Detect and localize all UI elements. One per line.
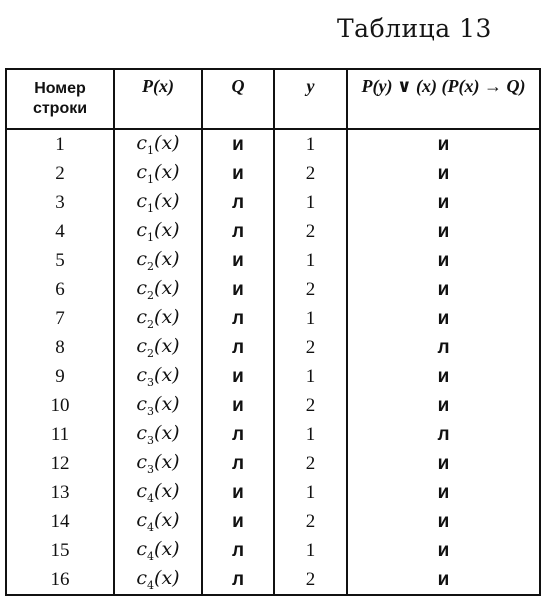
y-cell: 2: [274, 507, 347, 536]
px-argument: (x): [154, 422, 180, 445]
q-cell: л: [202, 449, 274, 478]
q-cell: и: [202, 507, 274, 536]
y-cell: 1: [274, 246, 347, 275]
header-y: y: [274, 69, 347, 129]
row-number-cell: 16: [6, 565, 114, 595]
header-px: P(x): [114, 69, 202, 129]
row-number-cell: 13: [6, 478, 114, 507]
y-cell: 2: [274, 159, 347, 188]
formula-value-cell: и: [347, 188, 540, 217]
px-index: 1: [147, 230, 155, 244]
px-argument: (x): [154, 219, 180, 242]
q-cell: и: [202, 391, 274, 420]
table-row: [6, 188, 540, 217]
row-number-cell: 10: [6, 391, 114, 420]
px-argument: (x): [154, 567, 180, 590]
px-cell: [114, 304, 202, 333]
px-index: 2: [147, 346, 155, 360]
px-function-name: c: [136, 567, 148, 590]
table-row: [6, 565, 540, 595]
header-row: [6, 69, 540, 129]
y-cell: 1: [274, 129, 347, 159]
px-function-name: c: [136, 248, 148, 271]
px-function-name: c: [136, 161, 148, 184]
row-number-cell: 4: [6, 217, 114, 246]
px-argument: (x): [154, 480, 180, 503]
px-argument: (x): [154, 248, 180, 271]
px-function-name: c: [136, 509, 148, 532]
y-cell: 1: [274, 420, 347, 449]
px-cell: [114, 536, 202, 565]
px-function-name: c: [136, 277, 148, 300]
formula-value-cell: и: [347, 275, 540, 304]
px-cell: [114, 217, 202, 246]
q-cell: и: [202, 275, 274, 304]
px-argument: (x): [154, 306, 180, 329]
formula-value-cell: л: [347, 333, 540, 362]
q-cell: и: [202, 478, 274, 507]
row-number-cell: 7: [6, 304, 114, 333]
table-caption: Таблица 13: [337, 14, 492, 43]
row-number-cell: 14: [6, 507, 114, 536]
px-function-name: c: [136, 393, 148, 416]
truth-table: [5, 68, 541, 596]
px-index: 3: [147, 462, 155, 476]
px-cell: [114, 420, 202, 449]
table-row: [6, 420, 540, 449]
px-function-name: c: [136, 219, 148, 242]
formula-value-cell: и: [347, 565, 540, 595]
table-row: [6, 246, 540, 275]
y-cell: 1: [274, 304, 347, 333]
px-cell: [114, 246, 202, 275]
y-cell: 2: [274, 275, 347, 304]
px-function-name: c: [136, 480, 148, 503]
px-cell: [114, 129, 202, 159]
table-row: [6, 217, 540, 246]
table-row: [6, 507, 540, 536]
y-cell: 2: [274, 217, 347, 246]
px-argument: (x): [154, 277, 180, 300]
px-argument: (x): [154, 451, 180, 474]
px-index: 1: [147, 201, 155, 215]
px-index: 4: [147, 549, 155, 563]
px-argument: (x): [154, 364, 180, 387]
y-cell: 2: [274, 391, 347, 420]
px-index: 4: [147, 491, 155, 505]
px-cell: [114, 188, 202, 217]
table-row: [6, 478, 540, 507]
formula-value-cell: и: [347, 304, 540, 333]
q-cell: л: [202, 565, 274, 595]
row-number-cell: 5: [6, 246, 114, 275]
table-row: [6, 275, 540, 304]
formula-value-cell: л: [347, 420, 540, 449]
row-number-cell: 15: [6, 536, 114, 565]
px-index: 1: [147, 143, 155, 157]
table-body: [6, 129, 540, 595]
px-cell: [114, 565, 202, 595]
y-cell: 1: [274, 478, 347, 507]
q-cell: л: [202, 188, 274, 217]
px-index: 1: [147, 172, 155, 186]
table-row: [6, 333, 540, 362]
formula-value-cell: и: [347, 362, 540, 391]
y-cell: 1: [274, 362, 347, 391]
px-index: 4: [147, 520, 155, 534]
y-cell: 2: [274, 565, 347, 595]
px-index: 3: [147, 404, 155, 418]
q-cell: и: [202, 129, 274, 159]
formula-value-cell: и: [347, 536, 540, 565]
px-function-name: c: [136, 451, 148, 474]
px-index: 2: [147, 288, 155, 302]
row-number-cell: 8: [6, 333, 114, 362]
formula-value-cell: и: [347, 478, 540, 507]
px-index: 2: [147, 259, 155, 273]
px-argument: (x): [154, 538, 180, 561]
px-cell: [114, 507, 202, 536]
formula-value-cell: и: [347, 129, 540, 159]
px-cell: [114, 275, 202, 304]
table-row: [6, 391, 540, 420]
q-cell: и: [202, 246, 274, 275]
formula-value-cell: и: [347, 217, 540, 246]
px-index: 3: [147, 433, 155, 447]
table-row: [6, 304, 540, 333]
q-cell: л: [202, 420, 274, 449]
px-argument: (x): [154, 393, 180, 416]
px-index: 3: [147, 375, 155, 389]
px-function-name: c: [136, 306, 148, 329]
y-cell: 2: [274, 449, 347, 478]
px-cell: [114, 159, 202, 188]
table-row: [6, 129, 540, 159]
header-row-number: Номер строки: [6, 69, 114, 129]
px-function-name: c: [136, 364, 148, 387]
q-cell: л: [202, 304, 274, 333]
px-cell: [114, 333, 202, 362]
table-row: [6, 159, 540, 188]
formula-value-cell: и: [347, 246, 540, 275]
formula-value-cell: и: [347, 391, 540, 420]
q-cell: л: [202, 536, 274, 565]
table-row: [6, 362, 540, 391]
px-index: 4: [147, 578, 155, 592]
header-q: Q: [202, 69, 274, 129]
table-row: [6, 449, 540, 478]
px-index: 2: [147, 317, 155, 331]
y-cell: 1: [274, 536, 347, 565]
px-function-name: c: [136, 132, 148, 155]
row-number-cell: 3: [6, 188, 114, 217]
q-cell: л: [202, 217, 274, 246]
px-argument: (x): [154, 132, 180, 155]
y-cell: 1: [274, 188, 347, 217]
q-cell: л: [202, 333, 274, 362]
px-function-name: c: [136, 190, 148, 213]
q-cell: и: [202, 362, 274, 391]
px-argument: (x): [154, 509, 180, 532]
row-number-cell: 2: [6, 159, 114, 188]
px-cell: [114, 391, 202, 420]
px-function-name: c: [136, 538, 148, 561]
px-argument: (x): [154, 161, 180, 184]
px-argument: (x): [154, 190, 180, 213]
row-number-cell: 11: [6, 420, 114, 449]
header-formula: P(y) ∨ (x) (P(x) → Q): [347, 69, 540, 129]
px-cell: [114, 449, 202, 478]
table-row: [6, 536, 540, 565]
px-function-name: c: [136, 335, 148, 358]
row-number-cell: 6: [6, 275, 114, 304]
px-argument: (x): [154, 335, 180, 358]
y-cell: 2: [274, 333, 347, 362]
formula-value-cell: и: [347, 507, 540, 536]
q-cell: и: [202, 159, 274, 188]
px-function-name: c: [136, 422, 148, 445]
px-cell: [114, 478, 202, 507]
row-number-cell: 1: [6, 129, 114, 159]
formula-value-cell: и: [347, 449, 540, 478]
row-number-cell: 9: [6, 362, 114, 391]
row-number-cell: 12: [6, 449, 114, 478]
formula-value-cell: и: [347, 159, 540, 188]
px-cell: [114, 362, 202, 391]
